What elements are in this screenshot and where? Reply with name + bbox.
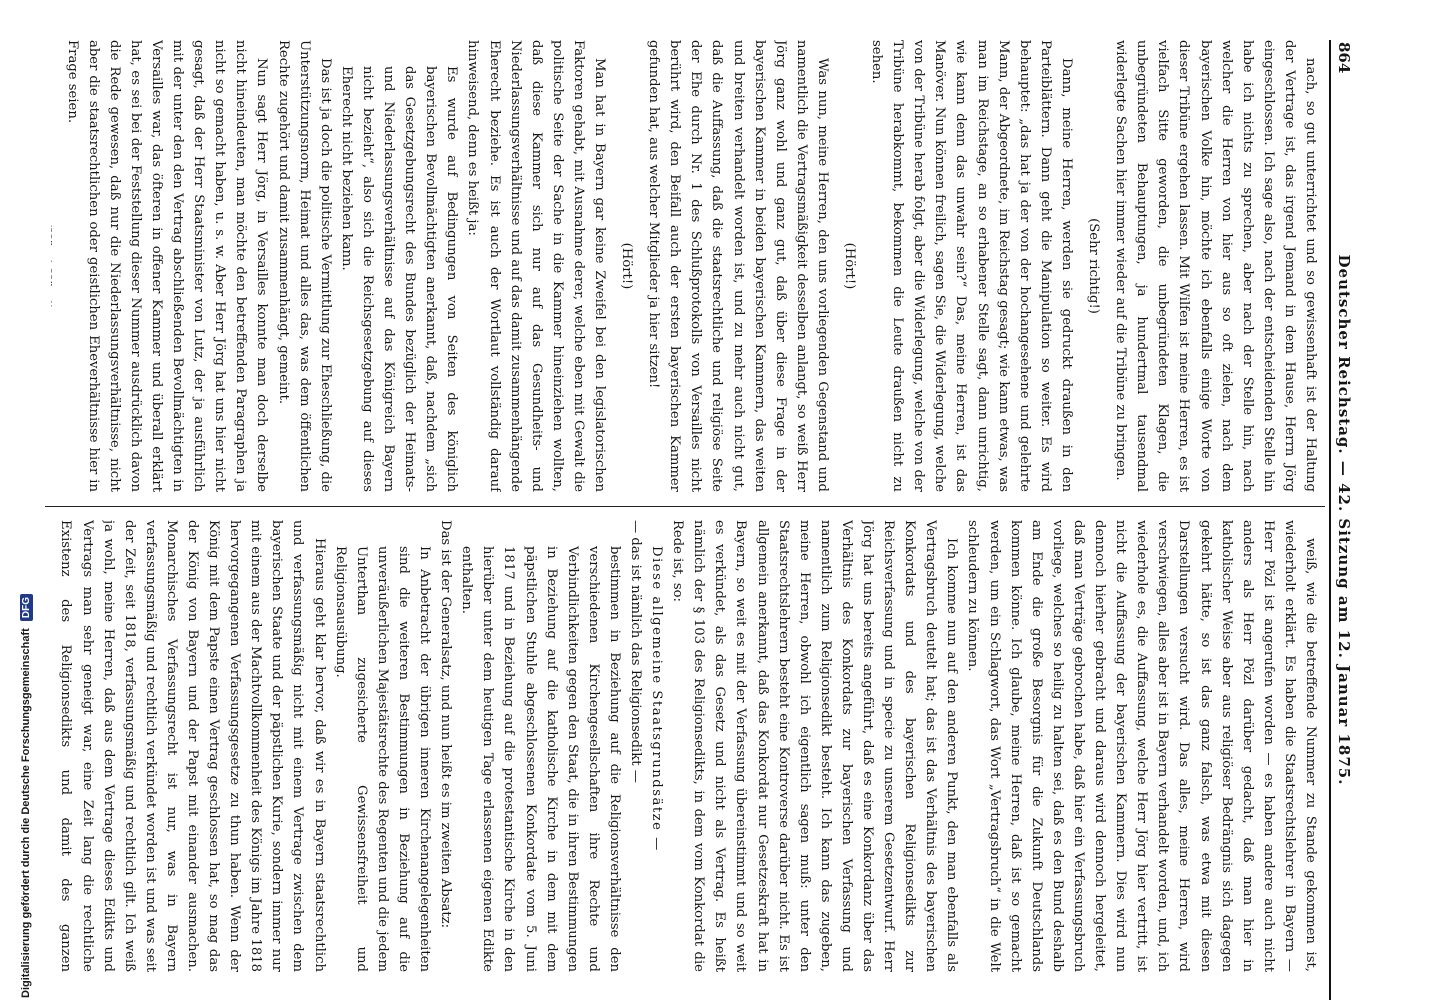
paragraph <box>51 40 56 492</box>
dfg-logo-icon: DFG <box>20 594 33 621</box>
paragraph: — das ist nämlich das Religionsedikt — <box>628 520 643 783</box>
paragraph: Hieraus geht klar hervor, daß wir es in Bayern staatsrechtlich und verfassungsmäßig nicht mit einem Vertrage zwischen dem bayerischen Staate und der päpstlichen Kurie, sondern immer nur mit einem aus der Machtvollkommenheit des Königs im Jahre 1818 hervorgegangenen Verfassungsgesetze zu thun haben. Wenn der König mit dem Papste einen Vertrag geschlossen hat, so mag das der König von Bayern und der Papst mit einander ausmachen. Monarchisches Verfassungsrecht ist nur, was in Bayern verfassungsmäßig und rechtlich verkündet worden ist und was seit der Zeit, seit 1818, verfassungsmäßig und rechtlich gilt. Ich weiß ja wohl, meine Herren, daß aus dem Vertrage dieses Edikts und Vertrags man sehr geneigt war, eine Zeit lang die rechtliche Existenz des Religionsedikts und damit des ganzen <box>58 520 327 972</box>
paragraph: (Sehr richtig!) <box>1086 218 1102 314</box>
page-number: 864 <box>1335 42 1353 74</box>
paragraph: (Hört!) <box>619 242 635 290</box>
left-column <box>51 40 1321 492</box>
paragraph: Was nun, meine Herren, den uns vorliegenden Gegenstand und namentlich die Vertragsmäßigkeit desselben anlangt, so weiß Herr Jörg ganz wohl und ganz gut, daß über diese Frage in der bayerischen Kammer in beiden bayerischen Kammern, das weiten und breiten verhandelt worden ist, und zu mehr auch nicht gut, daß die Auffassung, daß die staatsrechtliche und religiöse Seite der Ehe durch Nr. 1 des Schlußprotokolls von Versailles nicht berührt wird, den Beifall auch der ersten bayerischen Kammer gefunden hat, aus welcher Mitglieder ja hier sitzen! <box>646 40 830 492</box>
rotated-page <box>37 40 1355 1000</box>
paragraph: (Hört!) <box>842 242 858 290</box>
paragraph: In Anbetracht der übrigen inneren Kirchenangelegenheiten sind die weiteren Bestimmungen in Beziehung auf die unveräußerlichen Majestätsrechte des Regenten und die jedem Unterthan zugesicherte Gewissensfreiheit und Religionsausübung. <box>332 546 433 972</box>
paragraph: Man hat in Bayern gar keine Zweifel bei den legislatorischen Faktoren gehabt, mit Ausnahme derer, welche eben mit Gewalt die politische Seite der Sache in die Kammer hineinziehen wollten, daß diese Kammer sich nur auf das Gesundheits- und Niederlassungsverhältnisse und auf das damit zusammenhängende Eherecht beziehe. Es ist auch der Wortlaut vollständig darauf hinweisend, denn es heißt ja: <box>465 40 607 492</box>
page-header <box>1329 40 1355 1000</box>
paragraph: Dann, meine Herren, werden sie gedruckt draußen in den Parteiblättern. Dann geht die Manipulation so weiter. Es wird behauptet: „das hat ja der von der hochangesehene und gelehrte Mann, der Abgeordnete, im Reichstag gesagt; wie kann etwas, was man im Reichstage, an so erhabener Stelle sagt, dann unrichtig, wie kann denn das unwahr sein?“ Das, meine Herren, ist das Manöver. Nun können freilich, sagen Sie, die Widerlegung, welche von der Tribüne herab folgt, aber die Widerlegung, welche von der Tribüne herabkommt, bekommen die Leute draußen nicht zu sehen. <box>869 40 1074 492</box>
paragraph: nach, so gut unterrichtet und so gewissenhaft ist der Haltung der Vertrage ist, das irgend Jemand in dem Hause, Herrn Jörg eingeschlossen. Ich sage also, nach der entscheidenden Stelle hin habe ich nichts zu sprechen, aber nach der Stelle hin, nach welcher die Herren von hier aus so oft zielen, nach dem bayerischen Volke hin, möchte ich ebenfalls einige Worte von dieser Tribüne ergehen lassen. Mit Wilfen ist meine Herren, es ist vielfach Sitte geworden, die unbegründeten Klagen, die unbegründeten Behauptungen, ja hundertmal tausendmal widerlegte Sachen hier immer wieder auf die Tribüne zu bringen. <box>1113 40 1318 492</box>
column-divider <box>45 506 1325 507</box>
right-column <box>51 520 1321 972</box>
page-title: Deutscher Reichstag. — 42. Sitzung am 12. Januar 1875. <box>1335 254 1353 786</box>
paragraph: bestimmen in Beziehung auf die Religionsverhältnisse den verschiedenen Kirchengesellschaften ihre Rechte und Verbindlichkeiten gegen den Staat, die in ihren Bestimmungen in Beziehung auf die katholische Kirche in dem mit dem päpstlichen Stuhle abgeschlossenen Konkordate vom 5. Juni 1817 und in Beziehung auf die protestantische Kirche in den hierüber unter dem heutigen Tage erlassenen eigenen Edikte enthalten. <box>459 546 622 972</box>
paragraph: weiß, wie die betreffende Nummer zu Stande gekommen ist, wiederholt erklärt. Es haben die Staatsrechtslehrer in Bayern — Herr Pözl ist angerufen worden — es haben andere auch nicht anders als Herr Pözl darüber gedacht, daß man hier in katholischer Weise aber aus religiöser Bedrängnis sich dagegen gekehrt hätte, so ist das ganz falsch, was etwa mit diesen Darstellungen versucht wird. Das alles, meine Herren, wird verschwiegen, alles aber ist in Bayern verhandelt worden, und, ich wiederhole es, die Auffassung, welche Herr Jörg hier vertritt, ist nicht die Auffassung der bayerischen Kammern. Dies wird nun dennoch hierher gebracht und daraus wird dennoch hergeleitet, daß man Verträge gebrochen habe, daß hier ein Verfassungsbruch vorliege, welches so heilig zu halten sei, daß es den Bund deshalb am Ende die große Besorgnis für die Zukunft Deutschlands kommen könne. Ich glaube, meine Herren, daß ist so gemacht werden, um ein Schlagwort, das Wort „Vertragsbruch“ in die Welt schleudern zu können. <box>965 520 1318 972</box>
paragraph: Das ist ja doch die politische Vermittlung zur Eheschließung, die Unterstützungsnorm, Heimat und alles das, was dem öffentlichen Rechte zugehört und damit zusammenhängt, gemeint. <box>275 40 333 492</box>
paragraph: Es wurde auf Bedingungen von Seiten des königlich bayerischen Bevollmächtigten anerkannt, daß, nachdem „sich das Gesetzgebungsrecht des Bundes bezüglich der Heimats- und Niederlassungsverhältnisse auf das Königreich Bayern nicht bezieht“, also sich die Reichsgesetzgebung auf dieses Eherecht nicht beziehen kann. <box>338 66 460 492</box>
paragraph: Das ist der Generalsatz, und nun heißt es im zweiten Absatz: <box>438 520 454 929</box>
paragraph: Ich komme nun auf den anderen Punkt, den man ebenfalls als Vertragsbruch deutelt hat; das ist das Verhältnis des bayerischen Konkordats und des bayerischen Religionsedikts zur Reichsverfassung und in specie zu unserem Gesetzentwurf. Herr Jörg hat uns bereits angeführt, daß es eine Konkordanz über das Verhältnis des Konkordats zur bayerischen Verfassung und namentlich zum Religionsedikt besteht. Ich kann das zugeben, meine Herren, obwohl ich eigentlich sagen muß: unter den Staatsrechtslehrern besteht eine Kontroverse darüber nicht. Es ist allgemein anerkannt, daß das Konkordat nur Gesetzeskraft hat in Bayern, so weit es mit der Verfassung übereinstimmt und so weit es verkündet, als das Gesetz und nicht als Vertrag. Es heißt nämlich der § 103 des Religionsedikts, in dem vom Konkordat die Rede ist, so: <box>670 520 960 972</box>
paragraph: Nun sagt Herr Jörg, in Versailles konnte man doch derselbe nicht hineindeuten, man möchte den betreffenden Paragraphen ja nicht so gemacht haben, u. s. w. Aber Herr Jörg hat uns hier nicht gesagt, daß der Herr Staatsminister von Lutz, der ja ausführlich mit der unter den den Vertrag abschließenden Bevollmächtigten in Versailles war, das öfteren in offener Kammer und überall erklärt hat, es sei bei der Feststellung dieser Nummer ausdrücklich davon die Rede gewesen, daß nur die Niederlassungsverhältnisse, nicht aber die staatsrechtlichen oder geistlichen Eheverhältnisse hier in Frage seien. <box>64 40 270 492</box>
funding-credit-text: Digitalisierung gefördert durch die Deutsche Forschungsgemeinschaft <box>20 628 32 998</box>
paragraph: Diese allgemeine Staatsgrundsätze — <box>649 546 665 852</box>
funding-credit <box>20 578 36 998</box>
